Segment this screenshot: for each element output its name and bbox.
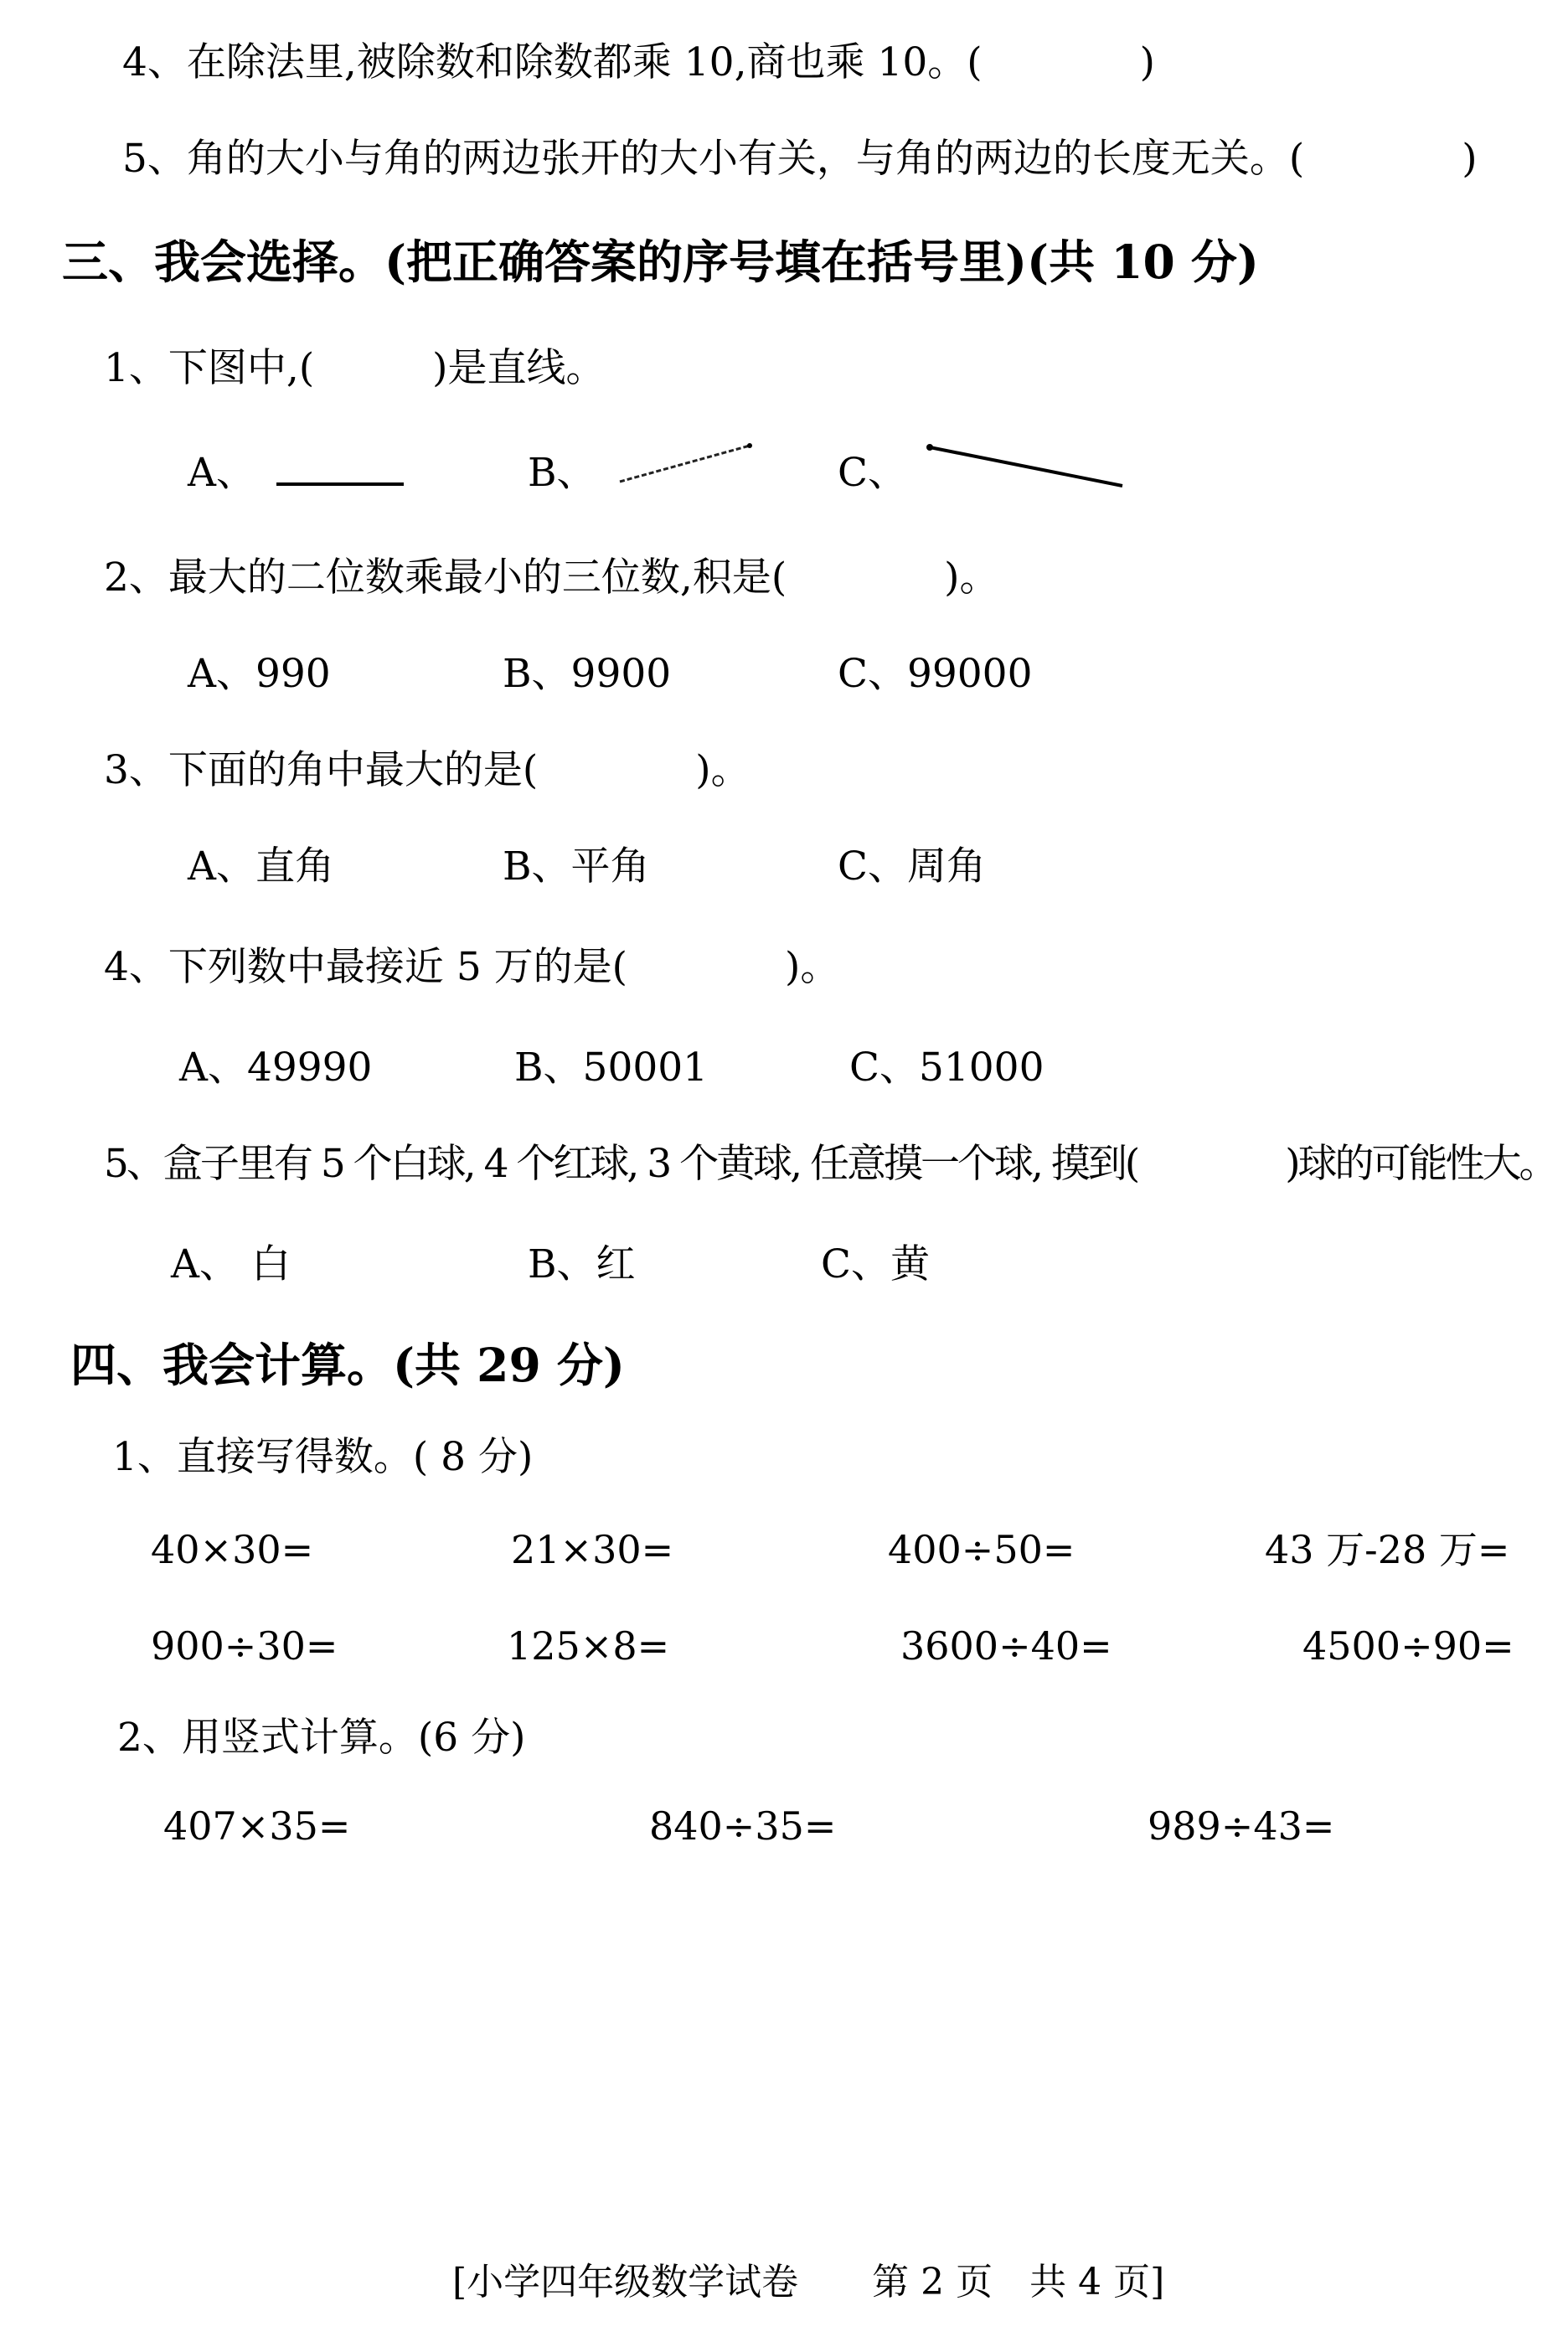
page-footer: [小学四年级数学试卷 第 2 页 共 4 页] bbox=[452, 2261, 1165, 2303]
s3-q4-option-c: C、51000 bbox=[849, 1045, 1044, 1091]
calc-r1-c2: 21×30= bbox=[511, 1527, 674, 1572]
s3-q4-option-b: B、50001 bbox=[514, 1045, 709, 1091]
truefalse-q4: 4、在除法里,被除数和除数都乘 10,商也乘 10。( ) bbox=[122, 39, 1155, 85]
s3-q3-option-b: B、平角 bbox=[503, 843, 650, 890]
s3-q1-option-b: B、 bbox=[528, 450, 596, 496]
vertical-calc-1: 407×35= bbox=[163, 1803, 351, 1849]
vertical-calc-2: 840÷35= bbox=[649, 1803, 837, 1849]
section4-title: 四、我会计算。(共 29 分) bbox=[70, 1338, 625, 1392]
s3-q1-text: 1、下图中,( )是直线。 bbox=[104, 345, 606, 391]
s3-q3-text: 3、下面的角中最大的是( )。 bbox=[104, 747, 750, 793]
section3-title: 三、我会选择。(把正确答案的序号填在括号里)(共 10 分) bbox=[62, 235, 1259, 289]
s3-q3-option-a: A、直角 bbox=[188, 843, 334, 890]
s3-q5-option-b: B、红 bbox=[528, 1241, 636, 1287]
s3-q4-option-a: A、49990 bbox=[179, 1045, 373, 1091]
s3-q1-option-c: C、 bbox=[838, 450, 907, 496]
calc-r2-c1: 900÷30= bbox=[151, 1623, 338, 1669]
s3-q3-option-c: C、周角 bbox=[838, 843, 986, 890]
s3-q5-option-c: C、黄 bbox=[821, 1241, 930, 1287]
s3-q2-text: 2、最大的二位数乘最小的三位数,积是( )。 bbox=[104, 555, 999, 601]
truefalse-q5: 5、角的大小与角的两边张开的大小有关，与角的两边的长度无关。( ) bbox=[122, 136, 1478, 182]
s3-q2-option-a: A、990 bbox=[188, 651, 331, 697]
ray-endpoint bbox=[747, 443, 752, 448]
line-endpoint bbox=[926, 444, 933, 451]
s3-q2-option-c: C、99000 bbox=[838, 651, 1033, 697]
line-figure bbox=[930, 447, 1122, 486]
calc-r2-c4: 4500÷90= bbox=[1302, 1623, 1514, 1669]
calc-r1-c3: 400÷50= bbox=[888, 1527, 1075, 1572]
vertical-calc-3: 989÷43= bbox=[1148, 1803, 1335, 1849]
calc-r2-c3: 3600÷40= bbox=[900, 1623, 1112, 1669]
calc-r1-c4: 43 万-28 万= bbox=[1265, 1527, 1510, 1572]
s3-q4-text: 4、下列数中最接近 5 万的是( )。 bbox=[104, 944, 840, 990]
s3-q2-option-b: B、9900 bbox=[503, 651, 672, 697]
s3-q1-option-a: A、 bbox=[188, 450, 255, 496]
s4-part1-title: 1、直接写得数。( 8 分) bbox=[112, 1434, 534, 1480]
s3-q5-text: 5、盒子里有 5 个白球, 4 个红球, 3 个黄球, 任意摸一个球, 摸到( )球的可能性大。 bbox=[104, 1141, 1556, 1187]
calc-r2-c2: 125×8= bbox=[507, 1623, 670, 1669]
ray-figure bbox=[620, 446, 750, 482]
s3-q5-option-a: A、 白 bbox=[171, 1241, 291, 1287]
calc-r1-c1: 40×30= bbox=[151, 1527, 314, 1572]
s4-part2-title: 2、用竖式计算。(6 分) bbox=[117, 1715, 526, 1761]
